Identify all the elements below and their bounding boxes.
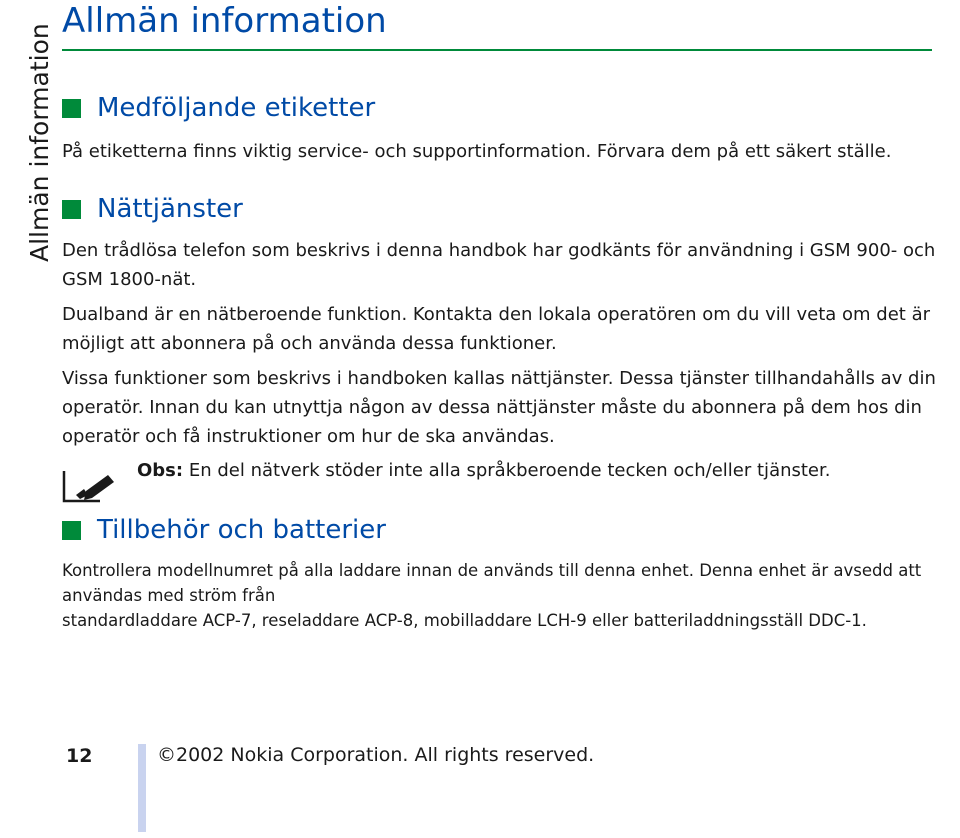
section-heading-label: Nättjänster — [97, 194, 243, 224]
side-tab-label: Allmän information — [25, 23, 54, 262]
note — [137, 456, 830, 485]
section-heading-label: Medföljande etiketter — [97, 93, 376, 123]
page-title: Allmän information — [62, 1, 387, 41]
note-label: Obs: — [137, 460, 184, 481]
paragraph: Kontrollera modellnumret på alla laddare innan de används till denna enhet. Denna enhet är avsedd att användas med ström från — [62, 561, 922, 605]
paragraph: Den trådlösa telefon som beskrivs i denna handbok har godkänts för användning i GSM 900- och GSM 1800-nät. — [62, 240, 936, 290]
footer-bar — [138, 744, 146, 832]
page-number: 12 — [66, 745, 93, 767]
square-bullet-icon — [62, 200, 81, 219]
section-heading-medfoljande-etiketter — [62, 93, 375, 123]
title-rule — [62, 49, 932, 51]
side-tab — [0, 0, 54, 262]
paragraph: Dualband är en nätberoende funktion. Kontakta den lokala operatören om du vill veta om det är möjligt att abonnera på och använda dessa funktioner. — [62, 304, 931, 354]
note-pen-icon — [62, 465, 118, 505]
section-heading-nattjanster — [62, 194, 243, 224]
square-bullet-icon — [62, 521, 81, 540]
section-heading-tillbehor-och-batterier — [62, 515, 386, 545]
section-heading-label: Tillbehör och batterier — [97, 515, 386, 545]
paragraph: På etiketterna finns viktig service- och supportinformation. Förvara dem på ett säkert ställe. — [62, 141, 892, 162]
square-bullet-icon — [62, 99, 81, 118]
copyright-notice: ©2002 Nokia Corporation. All rights reserved. — [157, 744, 595, 766]
paragraph: standardladdare ACP-7, reseladdare ACP-8, mobilladdare LCH-9 eller batteriladdningsställ DDC-1. — [62, 611, 867, 630]
note-text: En del nätverk stöder inte alla språkberoende tecken och/eller tjänster. — [188, 460, 831, 481]
paragraph: Vissa funktioner som beskrivs i handboken kallas nättjänster. Dessa tjänster tillhandahålls av din operatör. Innan du kan utnyttja någon av dessa nättjänster måste du abonnera på dem hos din operatör och få instruktioner om hur de ska användas. — [62, 368, 936, 447]
